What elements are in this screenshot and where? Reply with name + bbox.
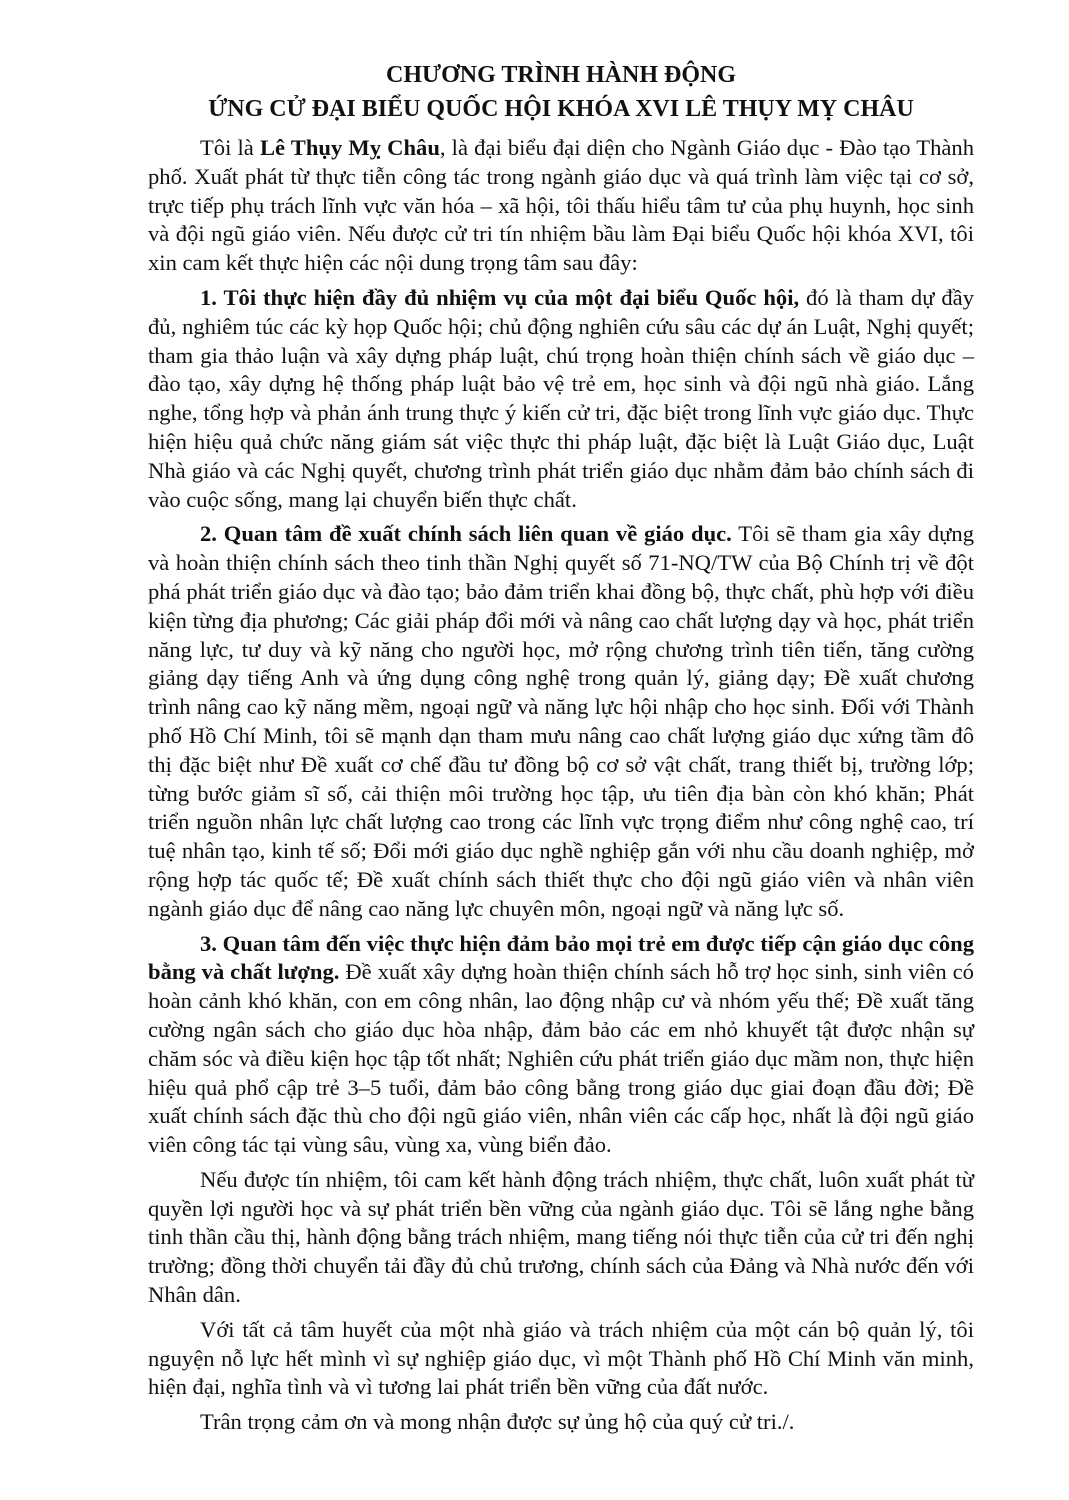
section-1-paragraph [148,284,974,514]
closing-paragraph-2: Với tất cả tâm huyết của một nhà giáo và trách nhiệm của một cán bộ quản lý, tôi nguyện nỗ lực hết mình vì sự nghiệp giáo dục, vì một Thành phố Hồ Chí Minh văn minh, hiện đại, nghĩa tình và vì tương lai phát triển bền vững của đất nước. [148,1316,974,1400]
section-2-heading: 2. Quan tâm đề xuất chính sách liên quan về giáo dục. [200,521,732,547]
section-3-heading: 3. Quan tâm đến việc thực hiện đảm bảo mọi trẻ em được tiếp cận giáo dục công bằng và chất lượng. [148,930,974,985]
section-2-text: Tôi sẽ tham gia xây dựng và hoàn thiện chính sách theo tinh thần Nghị quyết số 71-NQ/TW của Bộ Chính trị về đột phá phát triển giáo dục và đào tạo; bảo đảm triển khai đồng bộ, thực chất, phù hợp với điều kiện từng địa phương; Các giải pháp đổi mới và nâng cao chất lượng dạy và học, phát triển năng lực, tư duy và kỹ năng cho người học, mở rộng chương trình tiên tiến, tăng cường giảng dạy tiếng Anh và ứng dụng công nghệ trong quản lý, giảng dạy; Đề xuất chương trình nâng cao kỹ năng mềm, ngoại ngữ và năng lực hội nhập cho học sinh. Đối với Thành phố Hồ Chí Minh, tôi sẽ mạnh dạn tham mưu nâng cao chất lượng giáo dục xứng tầm đô thị đặc biệt như Đề xuất cơ chế đầu tư đồng bộ cơ sở vật chất, trang thiết bị, trường lớp; từng bước giảm sĩ số, cải thiện môi trường học tập, ưu tiên địa bàn còn khó khăn; Phát triển nguồn nhân lực chất lượng cao trong các lĩnh vực trọng điểm như công nghệ cao, trí tuệ nhân tạo, kinh tế số; Đổi mới giáo dục nghề nghiệp gắn với nhu cầu doanh nghiệp, mở rộng hợp tác quốc tế; Đề xuất chính sách thiết thực cho đội ngũ giáo viên và nhân viên ngành giáo dục để nâng cao năng lực chuyên môn, ngoại ngữ và năng lực số. [148,521,974,921]
document-title [148,58,974,126]
closing-paragraph-3: Trân trọng cảm ơn và mong nhận được sự ủng hộ của quý cử tri./. [200,1409,795,1435]
title-line-2: ỨNG CỬ ĐẠI BIỂU QUỐC HỘI KHÓA XVI LÊ THỤY MỴ CHÂU [208,96,914,122]
section-1-heading: 1. Tôi thực hiện đầy đủ nhiệm vụ của một đại biểu Quốc hội, [200,284,800,310]
intro-prefix: Tôi là [200,135,260,160]
document-body [148,134,974,1437]
section-3-paragraph [148,930,974,1160]
title-line-1: CHƯƠNG TRÌNH HÀNH ĐỘNG [385,62,736,88]
document-page [148,58,974,1443]
section-3-text: Đề xuất xây dựng hoàn thiện chính sách hỗ trợ học sinh, sinh viên có hoàn cảnh khó khăn, con em công nhân, lao động nhập cư và nhóm yếu thế; Đề xuất tăng cường ngân sách cho giáo dục hòa nhập, đảm bảo các em nhỏ khuyết tật được nhận sự chăm sóc và điều kiện học tập tốt nhất; Nghiên cứu phát triển giáo dục mầm non, thực hiện hiệu quả phổ cập trẻ 3–5 tuổi, đảm bảo công bằng trong giáo dục giai đoạn đầu đời; Đề xuất chính sách đặc thù cho đội ngũ giáo viên, nhân viên các cấp học, nhất là đội ngũ giáo viên công tác tại vùng sâu, vùng xa, vùng biển đảo. [148,959,974,1158]
closing-paragraph-1: Nếu được tín nhiệm, tôi cam kết hành động trách nhiệm, thực chất, luôn xuất phát từ quyền lợi người học và sự phát triển bền vững của ngành giáo dục. Tôi sẽ lắng nghe bằng tinh thần cầu thị, hành động bằng trách nhiệm, mang tiếng nói thực tiễn của cử tri đến nghị trường; đồng thời chuyển tải đầy đủ chủ trương, chính sách của Đảng và Nhà nước đến với Nhân dân. [148,1166,974,1308]
intro-text: , là đại biểu đại diện cho Ngành Giáo dục - Đào tạo Thành phố. Xuất phát từ thực tiễn công tác trong ngành giáo dục và quá trình làm việc tại cơ sở, trực tiếp phụ trách lĩnh vực văn hóa – xã hội, tôi thấu hiểu tâm tư của phụ huynh, học sinh và đội ngũ giáo viên. Nếu được cử tri tín nhiệm bầu làm Đại biểu Quốc hội khóa XVI, tôi xin cam kết thực hiện các nội dung trọng tâm sau đây: [148,135,975,276]
intro-paragraph [148,134,974,278]
section-2-paragraph [148,520,974,923]
section-1-text: đó là tham dự đầy đủ, nghiêm túc các kỳ họp Quốc hội; chủ động nghiên cứu sâu các dự án Luật, Nghị quyết; tham gia thảo luận và xây dựng pháp luật, chú trọng hoàn thiện chính sách về giáo dục – đào tạo, xây dựng hệ thống pháp luật bảo vệ trẻ em, học sinh và đội ngũ nhà giáo. Lắng nghe, tổng hợp và phản ánh trung thực ý kiến cử tri, đặc biệt trong lĩnh vực giáo dục. Thực hiện hiệu quả chức năng giám sát việc thực thi pháp luật, đặc biệt là Luật Giáo dục, Luật Nhà giáo và các Nghị quyết, chương trình phát triển giáo dục nhằm đảm bảo chính sách đi vào cuộc sống, mang lại chuyển biến thực chất. [148,284,975,512]
candidate-name: Lê Thụy Mỵ Châu [259,135,440,160]
